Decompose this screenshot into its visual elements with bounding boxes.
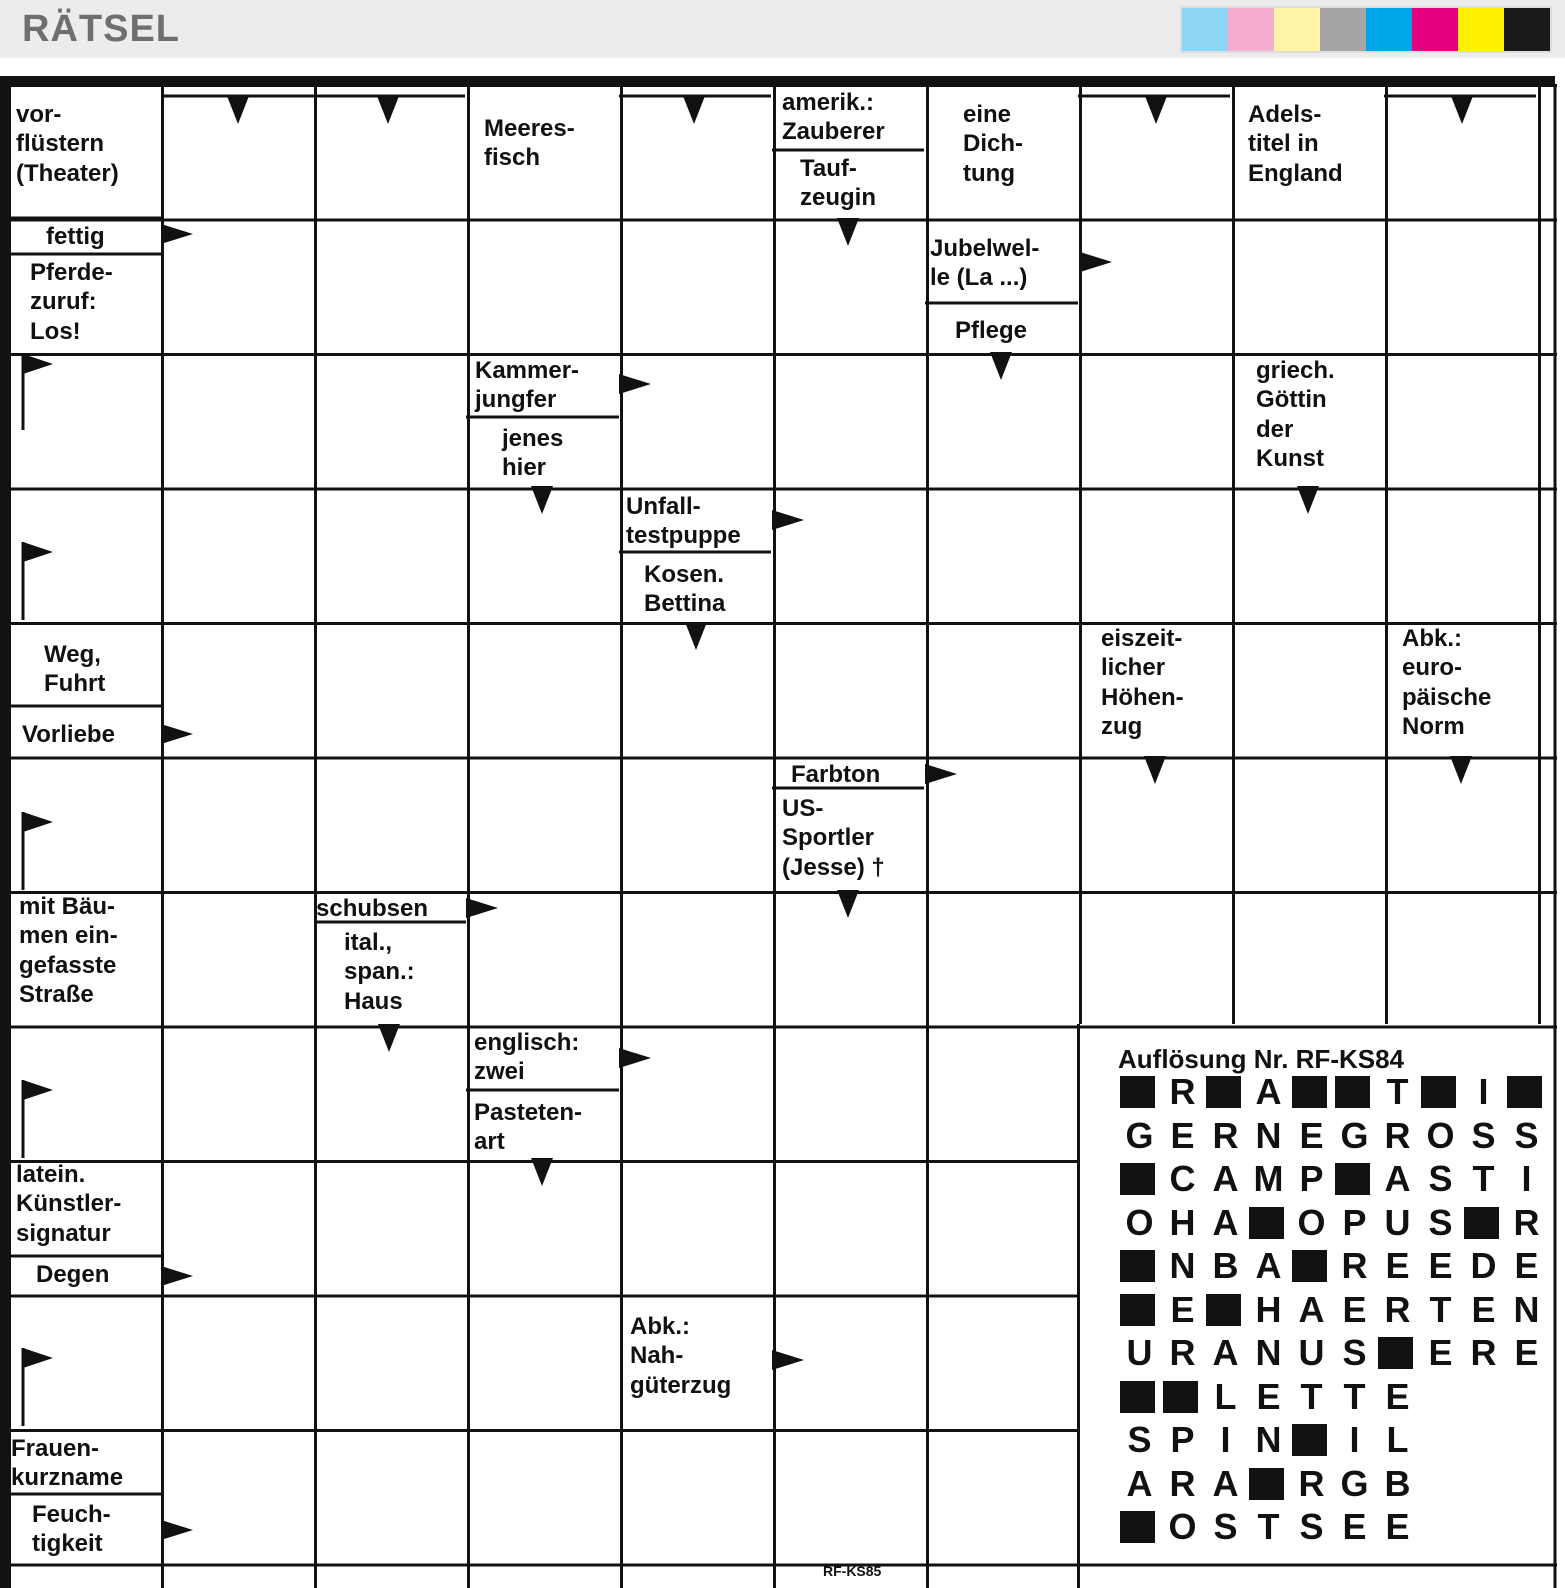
solution-letter: T bbox=[1343, 1375, 1366, 1417]
solution-letter: B bbox=[1384, 1462, 1411, 1504]
solution-letter: R bbox=[1384, 1114, 1411, 1156]
solution-block bbox=[1120, 1381, 1155, 1413]
solution-title: Auflösung Nr. RF-KS84 bbox=[1118, 1044, 1405, 1074]
solution-letter: E bbox=[1385, 1506, 1410, 1547]
solution-block bbox=[1120, 1250, 1155, 1282]
solution-letter: R bbox=[1212, 1114, 1239, 1156]
solution-row bbox=[1118, 1462, 1419, 1504]
solution-letter: A bbox=[1212, 1462, 1239, 1504]
clue-kammerjungfer: Kammer- jungfer bbox=[475, 357, 580, 414]
clue-vorfluestern: vor- flüstern (Theater) bbox=[16, 101, 119, 187]
solution-letter: I bbox=[1478, 1071, 1489, 1112]
clue-pflege: Pflege bbox=[955, 317, 1028, 344]
clue-fettig: fettig bbox=[46, 223, 105, 250]
solution-letter: E bbox=[1471, 1288, 1496, 1330]
solution-letter: R bbox=[1169, 1332, 1196, 1373]
clue-pasteten: Pasteten- art bbox=[474, 1099, 583, 1156]
solution-letter: I bbox=[1220, 1419, 1231, 1460]
solution-letter: E bbox=[1385, 1375, 1410, 1417]
solution-letter: G bbox=[1340, 1462, 1369, 1504]
clue-adelstitel: Adels- titel in England bbox=[1248, 101, 1343, 187]
solution-letter: A bbox=[1384, 1158, 1411, 1199]
clue-sportler: US- Sportler (Jesse) † bbox=[782, 795, 885, 881]
solution-letter: R bbox=[1513, 1201, 1540, 1243]
solution-letter: N bbox=[1255, 1332, 1282, 1373]
clue-haus: ital., span.: Haus bbox=[344, 929, 415, 1015]
solution-letter: S bbox=[1213, 1506, 1238, 1547]
clue-kosen: Kosen. Bettina bbox=[644, 561, 726, 618]
color-swatch-2 bbox=[1228, 8, 1274, 51]
solution-letter: S bbox=[1428, 1201, 1453, 1243]
solution-letter: A bbox=[1212, 1201, 1239, 1243]
clue-englisch: englisch: zwei bbox=[474, 1029, 580, 1086]
solution-block bbox=[1378, 1337, 1413, 1369]
clue-meeresfisch: Meeres- fisch bbox=[484, 115, 575, 172]
solution-letter: U bbox=[1384, 1201, 1411, 1243]
solution-letter: R bbox=[1470, 1332, 1497, 1373]
clue-dichtung: eine Dich- tung bbox=[963, 101, 1023, 187]
solution-letter: H bbox=[1255, 1288, 1282, 1330]
solution-letter: M bbox=[1253, 1158, 1284, 1199]
clue-nahgueter: Abk.: Nah- güterzug bbox=[630, 1313, 732, 1399]
solution-row bbox=[1118, 1158, 1548, 1199]
solution-letter: R bbox=[1169, 1462, 1196, 1504]
solution-letter: E bbox=[1299, 1114, 1324, 1156]
solution-letter: R bbox=[1298, 1462, 1325, 1504]
solution-letter: R bbox=[1384, 1288, 1411, 1330]
solution-block bbox=[1421, 1076, 1456, 1108]
solution-panel bbox=[1090, 1030, 1550, 1570]
clue-eiszeit: eiszeit- licher Höhen- zug bbox=[1101, 625, 1184, 740]
solution-block bbox=[1292, 1076, 1327, 1108]
solution-letter: T bbox=[1472, 1158, 1495, 1199]
solution-letter: R bbox=[1341, 1245, 1368, 1286]
solution-letter: A bbox=[1298, 1288, 1325, 1330]
solution-letter: P bbox=[1170, 1419, 1195, 1460]
solution-letter: G bbox=[1125, 1114, 1154, 1156]
solution-letter: A bbox=[1255, 1245, 1282, 1286]
solution-letter: E bbox=[1170, 1288, 1195, 1330]
solution-letter: S bbox=[1299, 1506, 1324, 1547]
solution-letter: P bbox=[1342, 1201, 1367, 1243]
solution-block bbox=[1120, 1294, 1155, 1326]
solution-letter: O bbox=[1125, 1201, 1154, 1243]
solution-letter: U bbox=[1298, 1332, 1325, 1373]
solution-letter: S bbox=[1514, 1114, 1539, 1156]
clue-norm: Abk.: euro- päische Norm bbox=[1402, 625, 1492, 740]
solution-letter: L bbox=[1214, 1375, 1237, 1417]
solution-letter: A bbox=[1126, 1462, 1153, 1504]
solution-block bbox=[1120, 1163, 1155, 1195]
clue-weg: Weg, Fuhrt bbox=[44, 641, 106, 698]
solution-block bbox=[1292, 1424, 1327, 1456]
solution-letter: N bbox=[1255, 1114, 1282, 1156]
clue-feuchtigkeit: Feuch- tigkeit bbox=[32, 1501, 111, 1558]
solution-letter: D bbox=[1470, 1245, 1497, 1286]
solution-letter: E bbox=[1514, 1245, 1539, 1286]
solution-block bbox=[1249, 1468, 1284, 1500]
clue-zauberer: amerik.: Zauberer bbox=[782, 89, 885, 146]
solution-letter: T bbox=[1386, 1071, 1409, 1112]
solution-letter: P bbox=[1299, 1158, 1324, 1199]
clue-unfall: Unfall- testpuppe bbox=[626, 493, 741, 550]
page-title: RÄTSEL bbox=[22, 8, 180, 50]
solution-letter: N bbox=[1513, 1288, 1540, 1330]
solution-letter: E bbox=[1385, 1245, 1410, 1286]
clue-jenes: jenes hier bbox=[502, 425, 564, 482]
solution-letter: E bbox=[1170, 1114, 1195, 1156]
solution-block bbox=[1120, 1511, 1155, 1543]
solution-block bbox=[1507, 1076, 1542, 1108]
solution-block bbox=[1163, 1381, 1198, 1413]
clue-farbton: Farbton bbox=[791, 761, 881, 788]
solution-block bbox=[1464, 1207, 1499, 1239]
color-swatch-6 bbox=[1412, 8, 1458, 51]
clue-degen: Degen bbox=[36, 1261, 110, 1288]
color-swatch-4 bbox=[1320, 8, 1366, 51]
solution-letter: I bbox=[1521, 1158, 1532, 1199]
solution-block bbox=[1120, 1076, 1155, 1108]
clue-goettin: griech. Göttin der Kunst bbox=[1256, 357, 1335, 472]
solution-letter: O bbox=[1297, 1201, 1326, 1243]
solution-block bbox=[1335, 1076, 1370, 1108]
solution-letter: U bbox=[1126, 1332, 1153, 1373]
solution-letter: A bbox=[1255, 1071, 1282, 1112]
solution-letter: S bbox=[1471, 1114, 1496, 1156]
solution-letter: A bbox=[1212, 1332, 1239, 1373]
solution-letter: S bbox=[1127, 1419, 1152, 1460]
solution-letter: G bbox=[1340, 1114, 1369, 1156]
solution-letter: E bbox=[1514, 1332, 1539, 1373]
solution-block bbox=[1249, 1207, 1284, 1239]
color-calibration-bar bbox=[1180, 6, 1552, 53]
solution-letter: E bbox=[1342, 1506, 1367, 1547]
solution-letter: E bbox=[1428, 1245, 1453, 1286]
color-swatch-1 bbox=[1182, 8, 1228, 51]
solution-row bbox=[1118, 1506, 1419, 1547]
solution-letter: R bbox=[1169, 1071, 1196, 1112]
clue-jubelwelle: Jubelwel- le (La ...) bbox=[930, 235, 1040, 292]
solution-block bbox=[1292, 1250, 1327, 1282]
solution-letter: T bbox=[1257, 1506, 1280, 1547]
color-swatch-7 bbox=[1458, 8, 1504, 51]
solution-letter: L bbox=[1386, 1419, 1409, 1460]
solution-letter: E bbox=[1342, 1288, 1367, 1330]
solution-row bbox=[1118, 1288, 1548, 1330]
solution-block bbox=[1335, 1163, 1370, 1195]
solution-letter: S bbox=[1428, 1158, 1453, 1199]
solution-row bbox=[1118, 1245, 1548, 1286]
color-swatch-8 bbox=[1504, 8, 1550, 51]
solution-row bbox=[1118, 1332, 1548, 1373]
clue-frauen: Frauen- kurzname bbox=[11, 1435, 124, 1492]
clue-schubsen: schubsen bbox=[316, 895, 429, 922]
color-swatch-5 bbox=[1366, 8, 1412, 51]
solution-letter: H bbox=[1169, 1201, 1196, 1243]
solution-block bbox=[1206, 1294, 1241, 1326]
clue-taufzeugin: Tauf- zeugin bbox=[800, 155, 876, 212]
solution-row bbox=[1118, 1114, 1548, 1156]
solution-letter: I bbox=[1349, 1419, 1360, 1460]
clue-signatur: latein. Künstler- signatur bbox=[16, 1161, 122, 1247]
solution-letter: O bbox=[1168, 1506, 1197, 1547]
solution-row bbox=[1118, 1201, 1548, 1243]
solution-letter: E bbox=[1256, 1375, 1281, 1417]
color-swatch-3 bbox=[1274, 8, 1320, 51]
solution-row bbox=[1118, 1375, 1419, 1417]
solution-block bbox=[1206, 1076, 1241, 1108]
puzzle-code: RF-KS85 bbox=[823, 1563, 882, 1579]
solution-letter: N bbox=[1169, 1245, 1196, 1286]
clue-pferdezuruf: Pferde- zuruf: Los! bbox=[30, 259, 113, 345]
clue-vorliebe: Vorliebe bbox=[22, 721, 115, 748]
solution-letter: O bbox=[1426, 1114, 1455, 1156]
solution-letter: T bbox=[1300, 1375, 1323, 1417]
solution-letter: S bbox=[1342, 1332, 1367, 1373]
solution-letter: T bbox=[1429, 1288, 1452, 1330]
solution-letter: A bbox=[1212, 1158, 1239, 1199]
solution-row bbox=[1118, 1071, 1548, 1112]
solution-letter: B bbox=[1212, 1245, 1239, 1286]
solution-row bbox=[1118, 1419, 1419, 1460]
clue-strasse: mit Bäu- men ein- gefasste Straße bbox=[19, 893, 118, 1008]
solution-letter: E bbox=[1428, 1332, 1453, 1373]
solution-letter: C bbox=[1169, 1158, 1196, 1199]
page-header bbox=[0, 0, 1565, 58]
solution-letter: N bbox=[1255, 1419, 1282, 1460]
